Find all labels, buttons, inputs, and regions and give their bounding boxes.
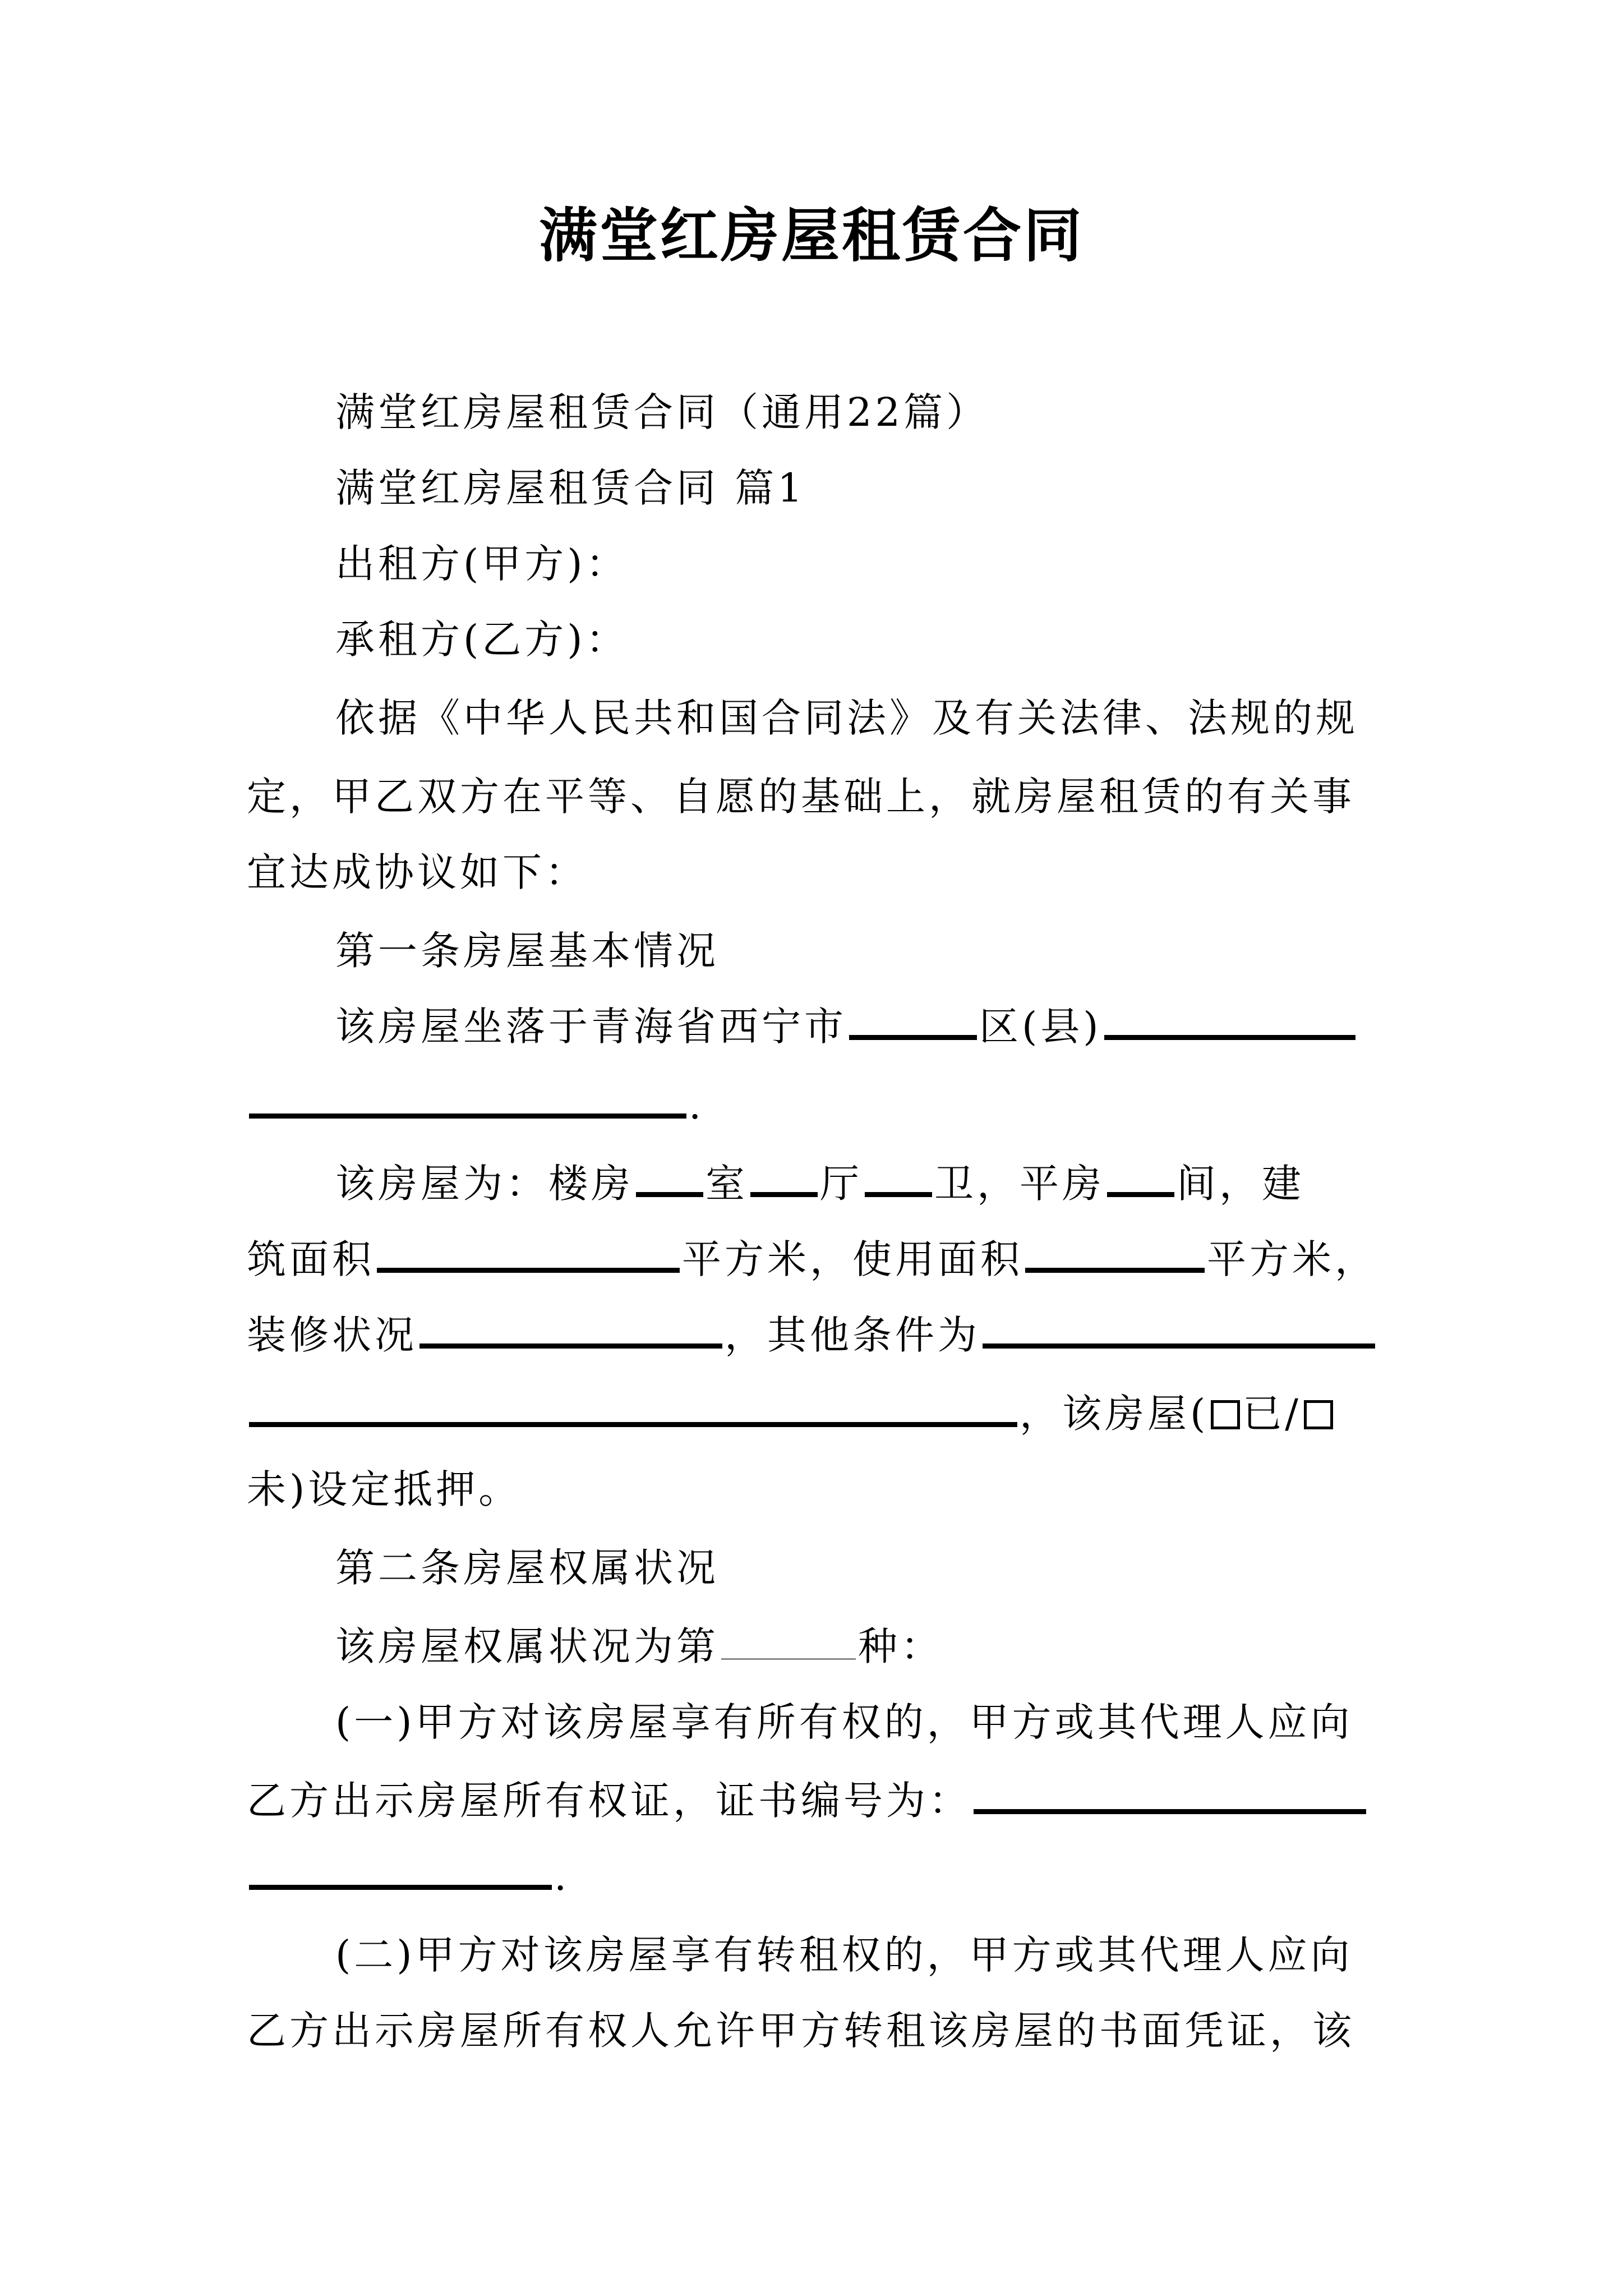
- bungalow-rooms-blank[interactable]: [1107, 1158, 1174, 1197]
- lessee-label: 承租方(乙方)：: [335, 616, 629, 662]
- subtitle-line: [0, 381, 1623, 443]
- mortgage-line-2: [0, 1458, 1623, 1520]
- intro-line-3: [0, 841, 1623, 903]
- location-end: .: [689, 1082, 705, 1128]
- decoration-line: [0, 1304, 1623, 1366]
- halls-blank[interactable]: [750, 1158, 818, 1197]
- house-type-text-e: 间，建: [1177, 1161, 1304, 1207]
- house-type-text-b: 室: [706, 1161, 748, 1207]
- article1-heading: 第一条房屋基本情况: [335, 928, 719, 974]
- other-conditions-blank-1[interactable]: [983, 1310, 1375, 1349]
- location-text-b: 区(县): [979, 1004, 1102, 1050]
- ownership-kind-blank[interactable]: [721, 1625, 856, 1660]
- subtitle-text: 满堂红房屋租赁合同（通用22篇）: [335, 389, 989, 435]
- intro-text-1: 依据《中华人民共和国合同法》及有关法律、法规的规: [335, 695, 1358, 741]
- clause-one-line-1: [0, 1691, 1623, 1753]
- area-text-b: 平方米，使用面积: [682, 1236, 1023, 1282]
- not-mortgaged-checkbox[interactable]: [1304, 1400, 1333, 1429]
- usable-area-blank[interactable]: [1025, 1234, 1205, 1273]
- decoration-text-b: ，其他条件为: [725, 1312, 980, 1358]
- mortgage-text-c: 未)设定抵押。: [247, 1466, 522, 1512]
- article2-heading: 第二条房屋权属状况: [335, 1545, 719, 1591]
- article1-heading-line: [0, 920, 1623, 982]
- lessor-label: 出租方(甲方)：: [335, 541, 629, 587]
- document-title: 满堂红房屋租赁合同: [538, 201, 1084, 270]
- clause-one-end: .: [554, 1853, 570, 1899]
- certificate-number-blank-1[interactable]: [974, 1775, 1366, 1814]
- address-blank-2[interactable]: [249, 1080, 686, 1119]
- ownership-kind-text-b: 种：: [858, 1623, 943, 1669]
- area-line: [0, 1228, 1623, 1290]
- clause-one-text-2: 乙方出示房屋所有权证，证书编号为：: [247, 1778, 971, 1824]
- house-type-text-a: 该房屋为：楼房: [335, 1161, 634, 1207]
- clause-two-line-2: [0, 2000, 1623, 2062]
- house-type-line: [0, 1153, 1623, 1214]
- house-type-text-d: 卫，平房: [934, 1161, 1105, 1207]
- address-blank-1[interactable]: [1104, 1001, 1355, 1040]
- clause-two-text-2: 乙方出示房屋所有权人允许甲方转租该房屋的书面凭证，该: [247, 2008, 1355, 2054]
- location-line-2: [0, 1074, 1623, 1136]
- house-type-text-c: 厅: [820, 1161, 863, 1207]
- area-text-c: 平方米，: [1207, 1236, 1377, 1282]
- piece-text: 满堂红房屋租赁合同 篇1: [335, 465, 806, 511]
- mortgage-text-a: ，该房屋(: [1020, 1391, 1209, 1437]
- intro-line-2: [0, 766, 1623, 827]
- clause-one-line-3: [0, 1846, 1623, 1907]
- ownership-kind-line: [0, 1616, 1623, 1677]
- decoration-text-a: 装修状况: [247, 1312, 417, 1358]
- mortgage-text-b: 已/: [1242, 1391, 1302, 1437]
- decoration-blank[interactable]: [419, 1310, 722, 1349]
- intro-text-2: 定，甲乙双方在平等、自愿的基础上，就房屋租赁的有关事: [247, 774, 1355, 820]
- clause-two-line-1: [0, 1924, 1623, 1986]
- district-blank[interactable]: [849, 1001, 977, 1040]
- clause-one-line-2: [0, 1770, 1623, 1832]
- location-line: [0, 996, 1623, 1057]
- piece-line: [0, 457, 1623, 519]
- certificate-number-blank-2[interactable]: [249, 1851, 552, 1890]
- mortgaged-checkbox[interactable]: [1211, 1400, 1240, 1429]
- lessor-line: [0, 533, 1623, 595]
- intro-text-3: 宜达成协议如下：: [247, 849, 588, 895]
- building-area-blank[interactable]: [377, 1234, 680, 1273]
- ownership-kind-text-a: 该房屋权属状况为第: [335, 1623, 719, 1669]
- other-conditions-blank-2[interactable]: [249, 1388, 1017, 1427]
- area-text-a: 筑面积: [247, 1236, 375, 1282]
- intro-line-1: [0, 687, 1623, 749]
- baths-blank[interactable]: [865, 1158, 932, 1197]
- rooms-blank[interactable]: [636, 1158, 703, 1197]
- location-text-a: 该房屋坐落于青海省西宁市: [335, 1004, 847, 1050]
- mortgage-line: [0, 1383, 1623, 1444]
- article2-heading-line: [0, 1537, 1623, 1599]
- clause-two-text-1: (二)甲方对该房屋享有转租权的，甲方或其代理人应向: [335, 1932, 1353, 1978]
- lessee-line: [0, 609, 1623, 670]
- clause-one-text-1: (一)甲方对该房屋享有所有权的，甲方或其代理人应向: [335, 1699, 1353, 1745]
